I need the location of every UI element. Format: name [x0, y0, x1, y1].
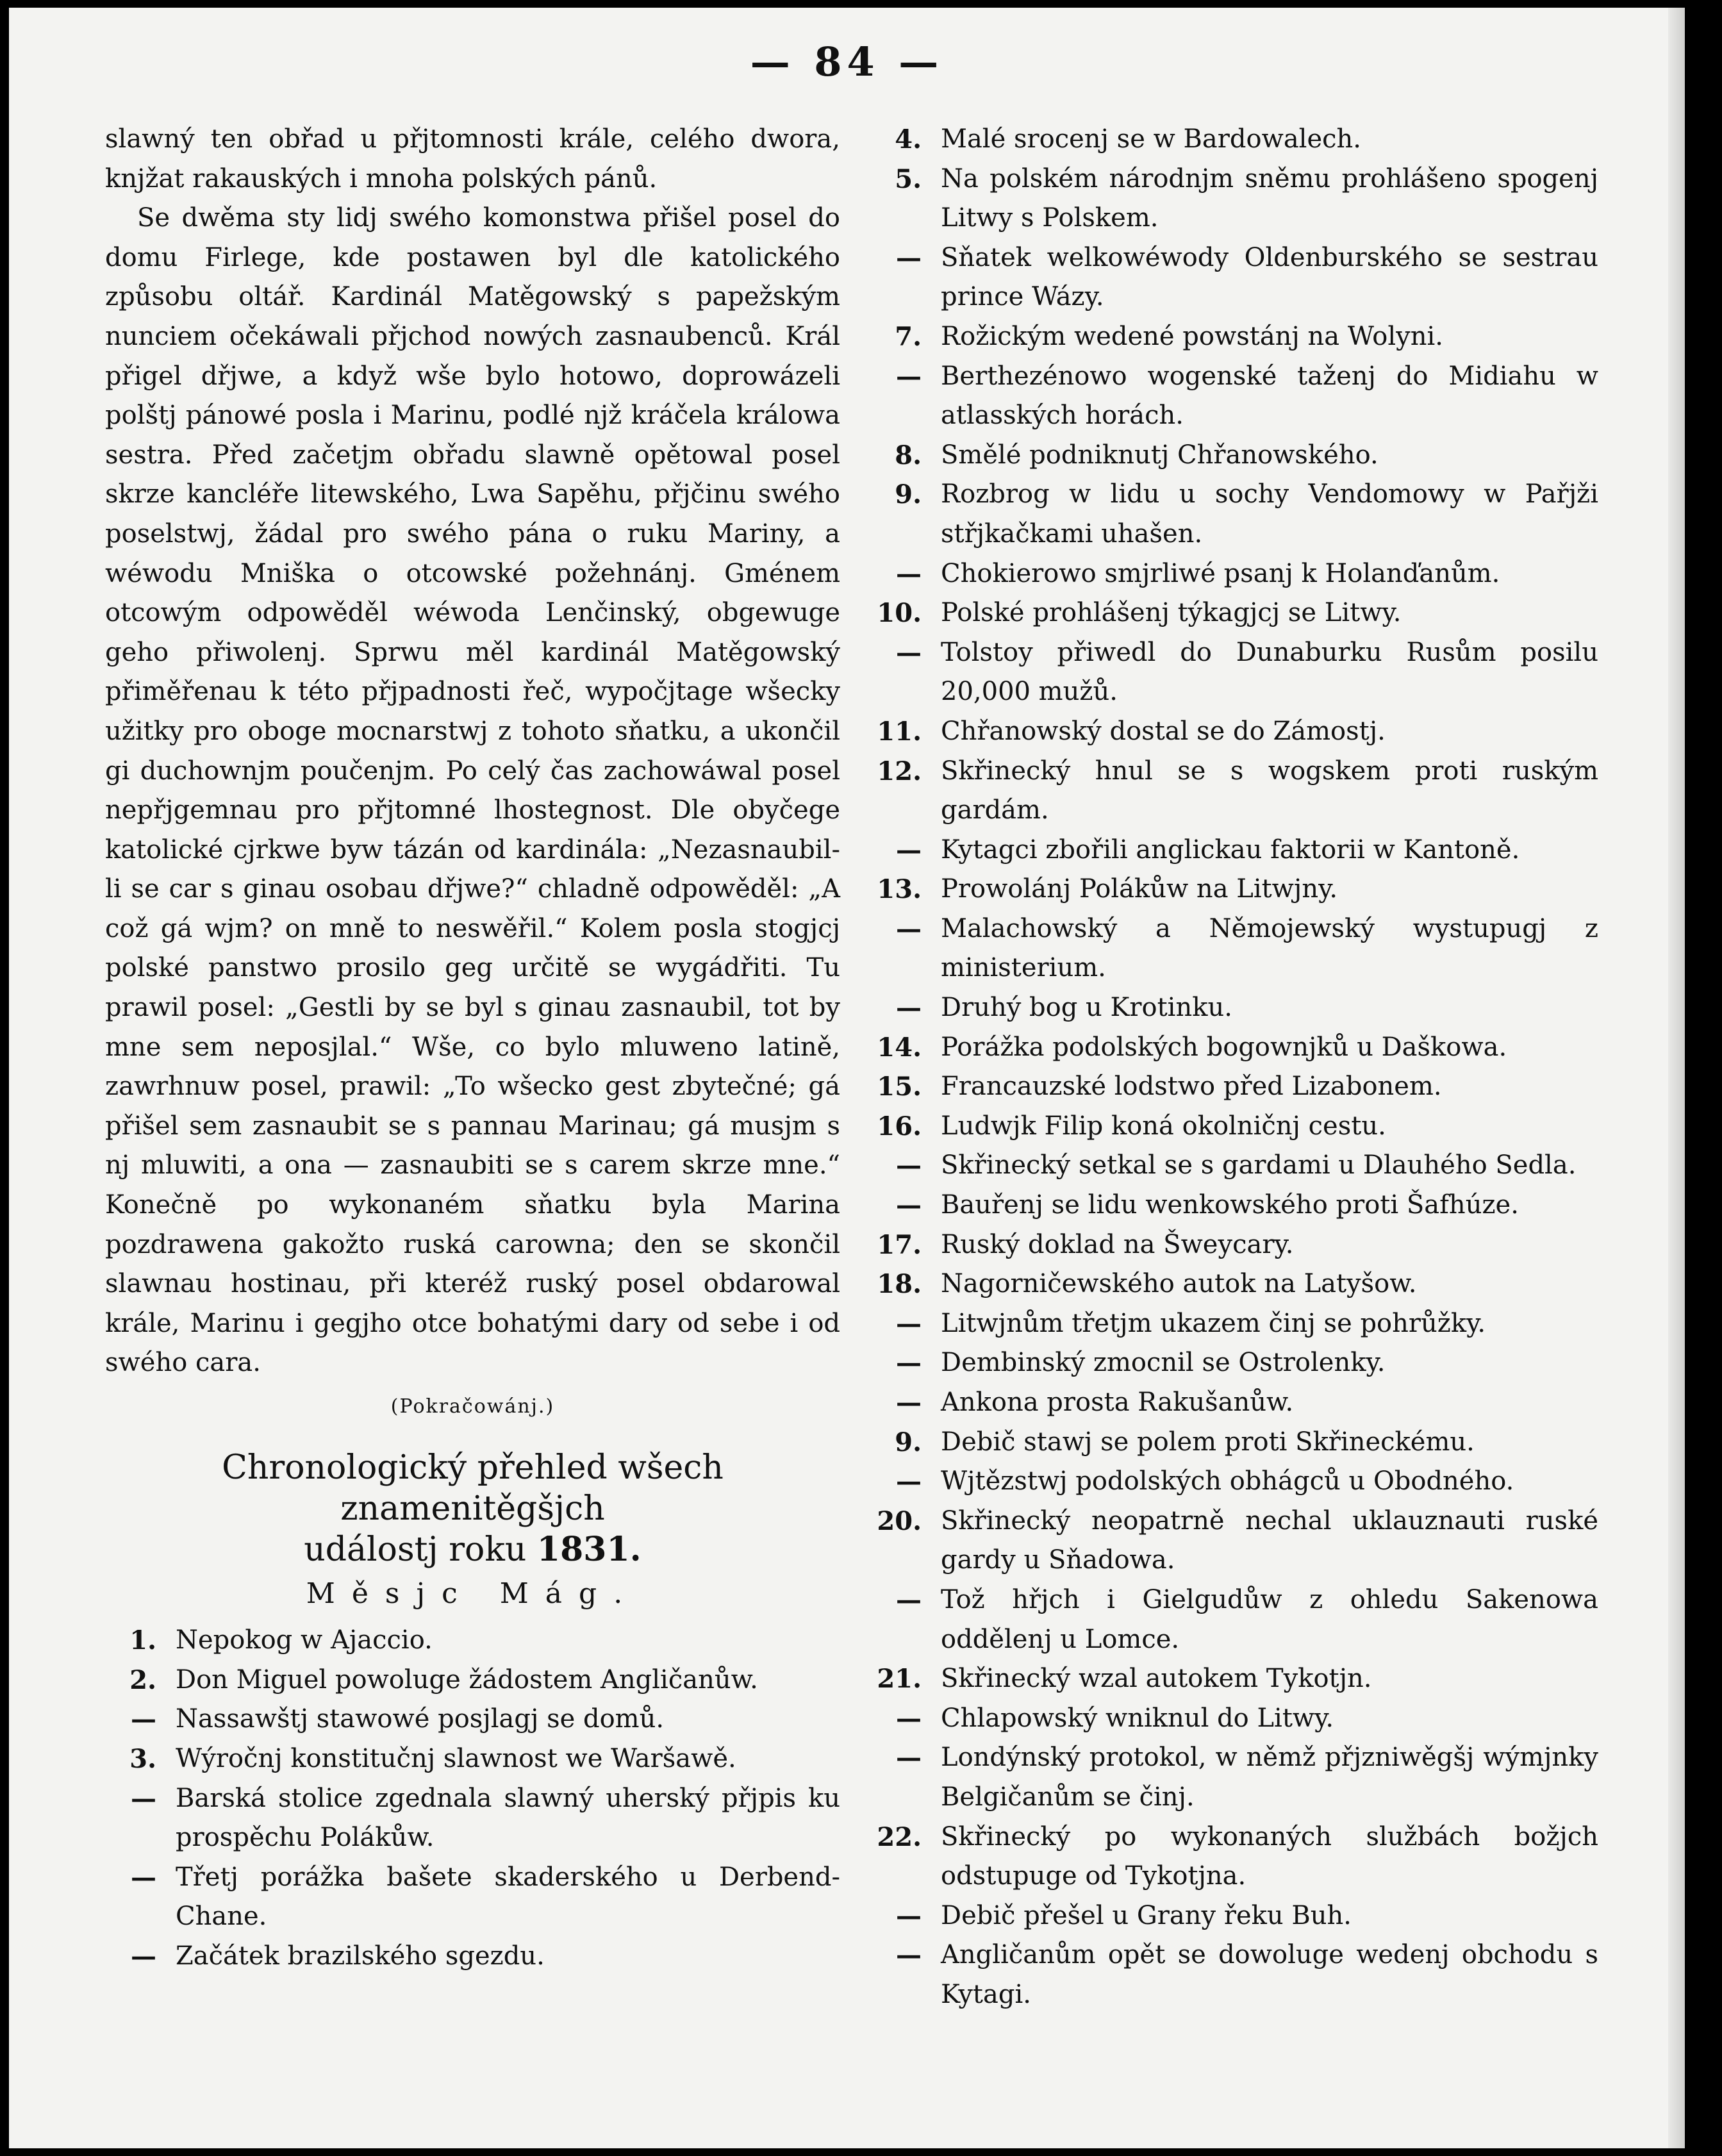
event-entry	[861, 870, 1598, 909]
event-text: Debič přešel u Grany řeku Buh.	[941, 1900, 1352, 1930]
event-text: Smělé podniknutj Chřanowského.	[941, 440, 1378, 470]
event-text: Začátek brazilského sgezdu.	[176, 1941, 545, 1971]
event-day: —	[896, 1584, 922, 1615]
event-entry	[861, 554, 1598, 594]
event-entry	[861, 1265, 1598, 1304]
event-text: Skřinecký po wykonaných službách božjch odstupuge od Tykotjna.	[941, 1821, 1598, 1891]
event-day: —	[131, 1783, 156, 1814]
event-day: —	[896, 1150, 922, 1181]
event-day: —	[896, 242, 922, 273]
event-entry	[861, 475, 1598, 554]
event-day: 14.	[877, 1032, 922, 1063]
event-day: 11.	[877, 716, 922, 747]
event-entry	[105, 1779, 840, 1858]
event-entry	[861, 436, 1598, 476]
event-entry	[861, 1502, 1598, 1580]
event-entry	[861, 1225, 1598, 1265]
event-text: Malé srocenj se w Bardowalech.	[941, 124, 1362, 154]
event-entry	[861, 752, 1598, 831]
event-day: 18.	[877, 1269, 922, 1300]
event-day: 7.	[895, 321, 922, 352]
event-text: Angličanům opět se dowoluge wedenj obchodu s Kytagi.	[941, 1940, 1598, 2009]
event-text: Chlapowský wniknul do Litwy.	[941, 1703, 1334, 1733]
event-day: —	[896, 1190, 922, 1221]
chronology-title-line2	[105, 1529, 840, 1570]
event-day: —	[896, 1388, 922, 1418]
event-entry	[861, 1423, 1598, 1463]
article-paragraph: slawný ten obřad u přjtomnosti krále, celého dwora, knjžat rakauských i mnoha polských pánů.	[105, 124, 840, 194]
event-entry	[861, 1699, 1598, 1739]
event-text: Berthezénowo wogenské taženj do Midiahu w atlasských horách.	[941, 361, 1598, 431]
event-day: 4.	[895, 124, 922, 154]
chronology-title-line1: Chronologický přehled wšech znamenitěgšjch	[222, 1448, 724, 1528]
event-day: 9.	[895, 479, 922, 510]
event-day: —	[896, 1348, 922, 1379]
article-paragraph: Se dwěma sty lidj swého komonstwa přišel posel do domu Firlege, kde postawen byl dle katolického způsobu oltář. Kardinál Matěgowský s papežským nunciem očekáwali přjchod nowých zasnaubenců. Král přigel dřjwe, a když wše bylo hotowo, doprowázeli polštj pánowé posla i Marinu, podlé njž kráčela králowa sestra. Před začetjm obřadu slawně opětowal posel skrze kancléře litewského, Lwa Sapěhu, přjčinu swého poselstwj, žádal pro swého pána o ruku Mariny, a wéwodu Mniška o otcowské požehnánj. Gménem otcowým odpowěděl wéwoda Lenčinský, obgewuge geho přiwolenj. Sprwu měl kardinál Matěgowský přiměřenau k této přjpadnosti řeč, wypočjtage wšecky užitky pro oboge mocnarstwj z tohoto sňatku, a ukončil gi duchownjm poučenjm. Po celý čas zachowáwal posel nepřjgemnau pro přjtomné lhostegnost. Dle obyčege katolické cjrkwe byw tázán od kardinála: „Nezasnaubil-li se car s ginau osobau dřjwe?“ chladně odpowěděl: „A což gá wjm? on mně to neswěřil.“ Kolem posla stogjcj polské panstwo prosilo geg určitě se wygádřiti. Tu prawil posel: „Gestli by se byl s ginau zasnaubil, tot by mne sem neposjlal.“ Wše, co bylo mluweno latině, zawrhnuw posel, prawil: „To wšecko gest zbytečné; gá přišel sem zasnaubit se s pannau Marinau; gá musjm s nj mluwiti, a ona — zasnaubiti se s carem skrze mne.“ Konečně po wykonaném sňatku byla Marina pozdrawena gakožto ruská carowna; den se skončil slawnau hostinau, při kteréž ruský posel obdarowal krále, Marinu i gegjho otce bohatými dary od sebe i od swého cara.	[105, 203, 840, 1378]
event-entry	[105, 1739, 840, 1779]
event-day: —	[896, 1743, 922, 1773]
event-day: 17.	[877, 1229, 922, 1260]
event-day: 13.	[877, 874, 922, 905]
event-day: 20.	[877, 1505, 922, 1536]
event-day: —	[896, 558, 922, 589]
event-day: —	[896, 361, 922, 392]
event-text: Wjtězstwj podolských obhágců u Obodného.	[941, 1466, 1514, 1497]
event-day: 2.	[129, 1664, 156, 1695]
event-day: —	[131, 1941, 156, 1971]
right-column	[861, 120, 1598, 2015]
title-prefix: událostj roku	[304, 1530, 537, 1569]
event-day: 1.	[129, 1625, 156, 1656]
event-entry	[861, 909, 1598, 988]
month-heading: Měsjc Mág.	[306, 1577, 640, 1610]
event-entry	[861, 357, 1598, 436]
event-entry	[861, 238, 1598, 317]
event-entry	[861, 1304, 1598, 1344]
event-entry	[861, 1738, 1598, 1817]
event-day: 12.	[877, 756, 922, 786]
event-entry	[861, 1107, 1598, 1147]
event-entry	[861, 593, 1598, 633]
event-day: 15.	[877, 1072, 922, 1102]
event-text: Dembinský zmocnil se Ostrolenky.	[941, 1348, 1386, 1378]
event-text: Tolstoy přiwedl do Dunaburku Rusům posilu 20,000 mužů.	[941, 637, 1598, 707]
chronology-title	[105, 1447, 840, 1570]
event-entry	[861, 160, 1598, 238]
event-text: Kytagci zbořili anglickau faktorii w Kantoně.	[941, 834, 1520, 865]
event-entry	[105, 1937, 840, 1977]
event-day: 5.	[895, 163, 922, 194]
title-year: 1831.	[536, 1529, 642, 1569]
event-day: 9.	[895, 1427, 922, 1457]
event-entry	[861, 1067, 1598, 1107]
event-text: Sňatek welkowéwody Oldenburského se sestrau prince Wázy.	[941, 242, 1598, 312]
left-column	[105, 120, 840, 1977]
event-text: Rozbrog w lidu u sochy Vendomowy w Pařjži střjkačkami uhašen.	[941, 479, 1598, 549]
event-entry	[861, 1818, 1598, 1896]
event-entry	[861, 712, 1598, 752]
event-day: 21.	[877, 1664, 922, 1695]
event-day: 3.	[129, 1743, 156, 1774]
event-text: Na polském národnjm sněmu prohlášeno spogenj Litwy s Polskem.	[941, 163, 1598, 233]
event-entry	[861, 1659, 1598, 1699]
event-day: 10.	[877, 598, 922, 629]
event-day: —	[896, 637, 922, 668]
event-text: Londýnský protokol, w němž přjzniwěgšj wýmjnky Belgičanům se činj.	[941, 1743, 1598, 1812]
event-entry	[861, 988, 1598, 1028]
event-text: Ludwjk Filip koná okolničnj cestu.	[941, 1111, 1386, 1141]
page-number: — 84 —	[750, 38, 944, 85]
event-day: —	[896, 1308, 922, 1339]
event-entry	[861, 1462, 1598, 1502]
event-entry	[861, 1383, 1598, 1423]
event-entry	[105, 1858, 840, 1937]
page-fold-shadow	[1668, 8, 1685, 2148]
event-text: Debič stawj se polem proti Skřineckému.	[941, 1427, 1475, 1457]
event-text: Třetj porážka bašete skaderského u Derbend-Chane.	[176, 1862, 840, 1932]
event-entry	[861, 831, 1598, 870]
event-entry	[861, 120, 1598, 160]
event-text: Druhý bog u Krotinku.	[941, 993, 1232, 1023]
event-entry	[861, 1580, 1598, 1659]
event-text: Wýročnj konstitučnj slawnost we Waršawě.	[176, 1743, 736, 1773]
event-text: Francauzské lodstwo před Lizabonem.	[941, 1072, 1442, 1102]
event-day: —	[896, 1900, 922, 1931]
event-day: —	[896, 1703, 922, 1734]
event-text: Nepokog w Ajaccio.	[176, 1625, 433, 1655]
event-entry	[861, 1343, 1598, 1383]
event-text: Ankona prosta Rakušanůw.	[941, 1388, 1294, 1417]
event-day: 8.	[895, 440, 922, 470]
event-text: Ruský doklad na Šweycary.	[941, 1229, 1294, 1259]
event-text: Chokierowo smjrliwé psanj k Holanďanům.	[941, 558, 1500, 588]
event-text: Litwjnům třetjm ukazem činj se pohrůžky.	[941, 1308, 1486, 1338]
event-entry	[861, 1028, 1598, 1068]
event-text: Nassawštj stawowé posjlagj se domů.	[176, 1704, 665, 1734]
event-text: Skřinecký neopatrně nechal uklauznauti ruské gardy u Sňadowa.	[941, 1505, 1598, 1575]
event-day: —	[131, 1704, 156, 1735]
right-events-list	[861, 120, 1598, 2015]
event-text: Skřinecký wzal autokem Tykotjn.	[941, 1664, 1372, 1694]
event-entry	[861, 633, 1598, 712]
event-day: —	[896, 1940, 922, 1971]
event-text: Bauřenj se lidu wenkowského proti Šafhúze.	[941, 1190, 1519, 1220]
newspaper-page	[9, 8, 1685, 2148]
event-day: —	[896, 913, 922, 944]
event-day: 16.	[877, 1111, 922, 1141]
event-text: Prowolánj Polákůw na Litwjny.	[941, 874, 1338, 904]
event-day: 22.	[877, 1821, 922, 1852]
article-text	[105, 120, 840, 1383]
event-entry	[861, 317, 1598, 357]
continuation-note: (Pokračowánj.)	[390, 1395, 555, 1418]
event-day: —	[896, 834, 922, 865]
event-day: —	[131, 1862, 156, 1893]
event-text: Porážka podolských bogownjků u Daškowa.	[941, 1032, 1507, 1062]
event-entry	[861, 1146, 1598, 1186]
left-events-list	[105, 1621, 840, 1976]
event-text: Don Miguel powoluge žádostem Angličanůw.	[176, 1664, 758, 1695]
event-text: Nagorničewského autok na Latyšow.	[941, 1269, 1417, 1299]
event-text: Malachowský a Němojewský wystupugj z ministerium.	[941, 913, 1598, 983]
event-day: —	[896, 1466, 922, 1497]
event-text: Chřanowský dostal se do Zámostj.	[941, 716, 1386, 746]
event-text: Skřinecký hnul se s wogskem proti ruským gardám.	[941, 756, 1598, 825]
event-text: Skřinecký setkal se s gardami u Dlauhého Sedla.	[941, 1150, 1577, 1181]
event-text: Polské prohlášenj týkagjcj se Litwy.	[941, 598, 1402, 628]
event-entry	[105, 1621, 840, 1661]
event-entry	[861, 1936, 1598, 2014]
event-text: Rožickým wedené powstánj na Wolyni.	[941, 321, 1444, 351]
event-entry	[105, 1700, 840, 1739]
event-day: —	[896, 993, 922, 1024]
event-text: Barská stolice zgednala slawný uherský přjpis ku prospěchu Polákůw.	[176, 1783, 840, 1853]
event-entry	[861, 1186, 1598, 1225]
event-text: Tož hřjch i Gielgudůw z ohledu Sakenowa oddělenj u Lomce.	[941, 1584, 1598, 1654]
event-entry	[861, 1896, 1598, 1936]
event-entry	[105, 1661, 840, 1700]
